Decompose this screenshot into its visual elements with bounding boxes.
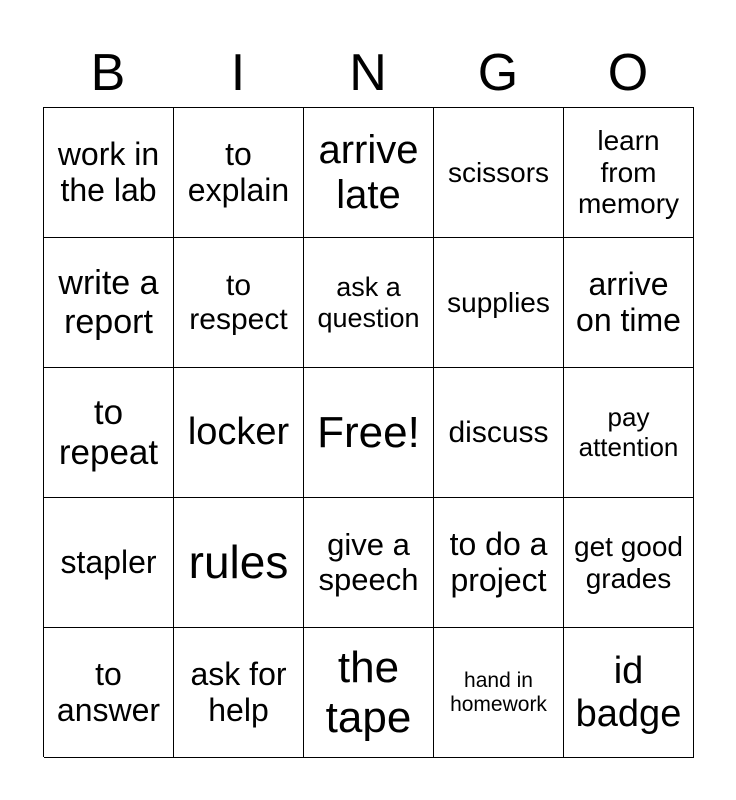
- bingo-cell[interactable]: [174, 498, 304, 628]
- bingo-cell[interactable]: [174, 108, 304, 238]
- cell-text: to explain: [187, 135, 290, 208]
- bingo-cell[interactable]: [304, 238, 434, 368]
- bingo-cell[interactable]: [44, 368, 174, 498]
- cell-text: write a report: [58, 264, 159, 341]
- bingo-cell[interactable]: [44, 108, 174, 238]
- cell-text: Free!: [317, 407, 420, 457]
- cell-text: ask a question: [317, 272, 420, 333]
- bingo-cell[interactable]: [174, 238, 304, 368]
- bingo-cell[interactable]: [44, 498, 174, 628]
- bingo-cell[interactable]: [304, 498, 434, 628]
- bingo-header: [43, 40, 693, 106]
- cell-text: arrive on time: [576, 265, 681, 338]
- cell-text: get good grades: [574, 531, 683, 594]
- free-space-cell[interactable]: [304, 368, 434, 498]
- cell-text: work in the lab: [57, 135, 160, 208]
- header-letter-n: N: [349, 44, 387, 102]
- bingo-cell[interactable]: [564, 108, 694, 238]
- bingo-cell[interactable]: [434, 108, 564, 238]
- cell-text: pay attention: [578, 402, 679, 462]
- cell-text: the tape: [325, 643, 412, 742]
- bingo-cell[interactable]: [434, 628, 564, 758]
- cell-text: arrive late: [318, 127, 419, 217]
- bingo-cell[interactable]: [174, 368, 304, 498]
- cell-text: scissors: [447, 156, 550, 188]
- header-letter-o: O: [607, 44, 649, 102]
- bingo-cell[interactable]: [44, 628, 174, 758]
- cell-text: learn from memory: [577, 125, 680, 220]
- bingo-cell[interactable]: [564, 628, 694, 758]
- bingo-cell[interactable]: [44, 238, 174, 368]
- cell-text: to repeat: [58, 393, 159, 472]
- bingo-cell[interactable]: [434, 238, 564, 368]
- cell-text: hand in homework: [450, 668, 547, 716]
- bingo-cell[interactable]: [434, 498, 564, 628]
- cell-text: id badge: [575, 649, 682, 735]
- bingo-cell[interactable]: [564, 498, 694, 628]
- cell-text: to respect: [189, 268, 288, 336]
- cell-text: stapler: [60, 543, 157, 580]
- cell-text: give a speech: [318, 526, 419, 597]
- cell-text: locker: [187, 411, 290, 454]
- bingo-board: [43, 107, 694, 757]
- bingo-cell[interactable]: [434, 368, 564, 498]
- header-letter-g: G: [477, 44, 519, 102]
- cell-text: rules: [188, 535, 289, 588]
- cell-text: supplies: [447, 286, 550, 318]
- bingo-cell[interactable]: [174, 628, 304, 758]
- header-letter-b: B: [90, 44, 126, 102]
- bingo-cell[interactable]: [304, 108, 434, 238]
- cell-text: ask for help: [190, 655, 287, 728]
- bingo-cell[interactable]: [564, 368, 694, 498]
- cell-text: discuss: [448, 415, 549, 449]
- bingo-cell[interactable]: [564, 238, 694, 368]
- bingo-cell[interactable]: [304, 628, 434, 758]
- cell-text: to do a project: [449, 525, 548, 598]
- cell-text: to answer: [56, 655, 161, 728]
- header-letter-i: I: [230, 44, 246, 102]
